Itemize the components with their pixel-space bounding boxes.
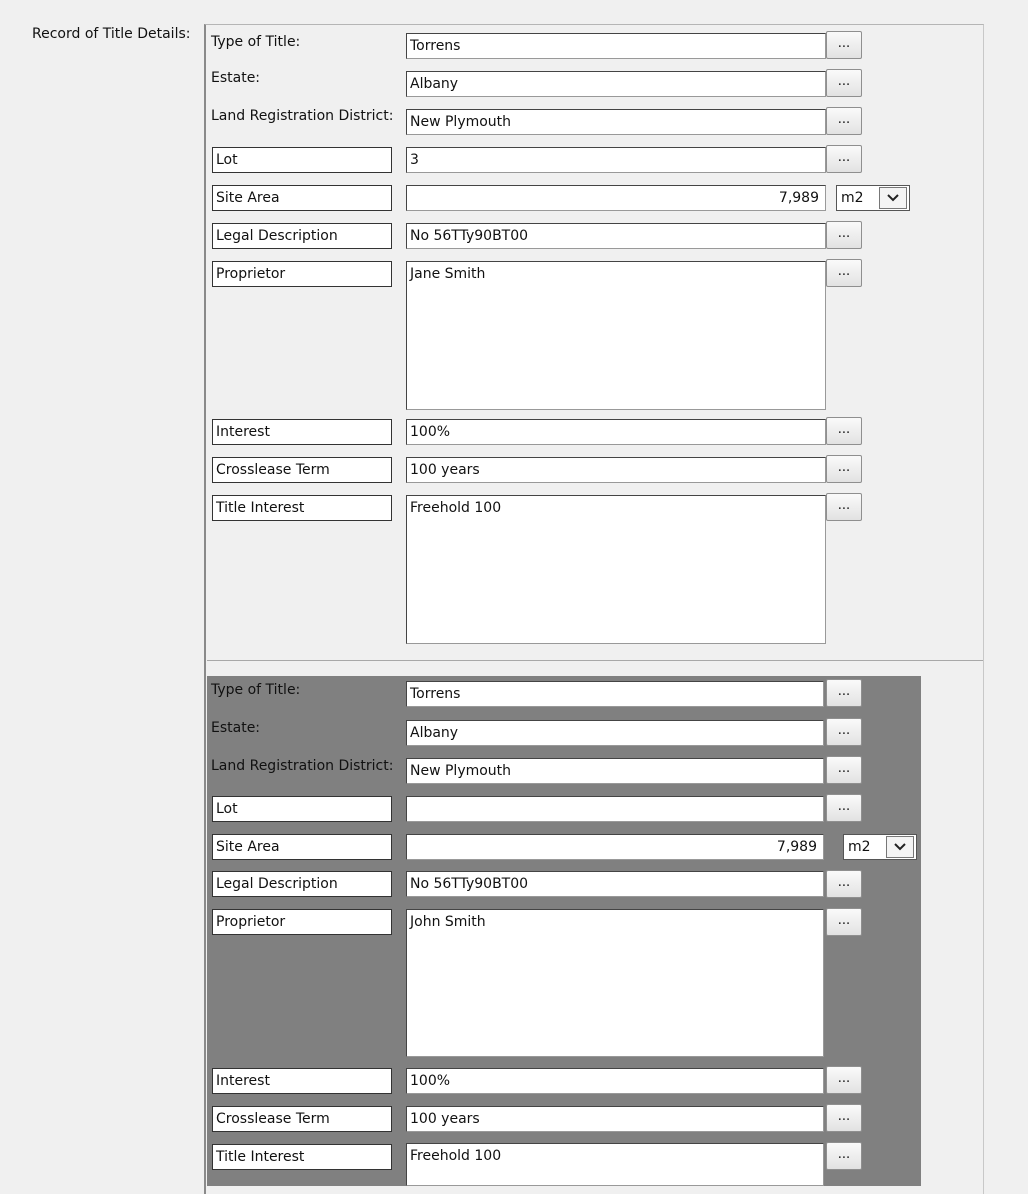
estate-field[interactable]: Albany bbox=[406, 71, 826, 97]
site-area-field[interactable]: 7,989 bbox=[406, 834, 824, 860]
record-divider bbox=[207, 660, 983, 661]
site-area-unit-value: m2 bbox=[841, 190, 864, 206]
legal-description-field[interactable]: No 56TTy90BT00 bbox=[406, 223, 826, 249]
site-area-unit-value: m2 bbox=[848, 839, 871, 855]
estate-label: Estate: bbox=[211, 70, 261, 86]
proprietor-label[interactable]: Proprietor bbox=[212, 909, 392, 935]
crosslease-term-browse-button[interactable]: ... bbox=[826, 1104, 862, 1132]
district-label: Land Registration District: bbox=[211, 758, 394, 774]
title-record-1 bbox=[207, 30, 921, 656]
legal-description-browse-button[interactable]: ... bbox=[826, 221, 862, 249]
legal-description-browse-button[interactable]: ... bbox=[826, 870, 862, 898]
proprietor-field[interactable]: Jane Smith bbox=[406, 261, 826, 410]
site-area-field[interactable]: 7,989 bbox=[406, 185, 826, 211]
interest-browse-button[interactable]: ... bbox=[826, 1066, 862, 1094]
title-interest-browse-button[interactable]: ... bbox=[826, 1142, 862, 1170]
estate-browse-button[interactable]: ... bbox=[826, 718, 862, 746]
title-record-2[interactable] bbox=[207, 676, 921, 1186]
chevron-down-icon[interactable] bbox=[886, 836, 914, 858]
interest-field[interactable]: 100% bbox=[406, 419, 826, 445]
legal-description-label[interactable]: Legal Description bbox=[212, 871, 392, 897]
type-of-title-label: Type of Title: bbox=[211, 34, 301, 50]
interest-browse-button[interactable]: ... bbox=[826, 417, 862, 445]
type-of-title-label: Type of Title: bbox=[211, 682, 301, 698]
crosslease-term-browse-button[interactable]: ... bbox=[826, 455, 862, 483]
proprietor-label[interactable]: Proprietor bbox=[212, 261, 392, 287]
title-interest-field[interactable]: Freehold 100 bbox=[406, 495, 826, 644]
lot-label[interactable]: Lot bbox=[212, 796, 392, 822]
crosslease-term-field[interactable]: 100 years bbox=[406, 1106, 824, 1132]
title-interest-label[interactable]: Title Interest bbox=[212, 1144, 392, 1170]
legal-description-label[interactable]: Legal Description bbox=[212, 223, 392, 249]
estate-browse-button[interactable]: ... bbox=[826, 69, 862, 97]
district-field[interactable]: New Plymouth bbox=[406, 758, 824, 784]
site-area-unit-select[interactable] bbox=[843, 834, 917, 860]
type-of-title-browse-button[interactable]: ... bbox=[826, 679, 862, 707]
district-label: Land Registration District: bbox=[211, 108, 394, 124]
interest-field[interactable]: 100% bbox=[406, 1068, 824, 1094]
site-area-unit-select[interactable] bbox=[836, 185, 910, 211]
crosslease-term-field[interactable]: 100 years bbox=[406, 457, 826, 483]
site-area-label[interactable]: Site Area bbox=[212, 185, 392, 211]
title-interest-field[interactable]: Freehold 100 bbox=[406, 1143, 824, 1186]
lot-browse-button[interactable]: ... bbox=[826, 145, 862, 173]
crosslease-term-label[interactable]: Crosslease Term bbox=[212, 457, 392, 483]
type-of-title-field[interactable]: Torrens bbox=[406, 681, 824, 707]
district-browse-button[interactable]: ... bbox=[826, 107, 862, 135]
district-field[interactable]: New Plymouth bbox=[406, 109, 826, 135]
record-of-title-label: Record of Title Details: bbox=[32, 26, 191, 42]
lot-browse-button[interactable]: ... bbox=[826, 794, 862, 822]
proprietor-browse-button[interactable]: ... bbox=[826, 908, 862, 936]
proprietor-field[interactable]: John Smith bbox=[406, 909, 824, 1057]
legal-description-field[interactable]: No 56TTy90BT00 bbox=[406, 871, 824, 897]
lot-field[interactable]: 3 bbox=[406, 147, 826, 173]
interest-label[interactable]: Interest bbox=[212, 419, 392, 445]
estate-label: Estate: bbox=[211, 720, 261, 736]
type-of-title-browse-button[interactable]: ... bbox=[826, 31, 862, 59]
crosslease-term-label[interactable]: Crosslease Term bbox=[212, 1106, 392, 1132]
lot-field[interactable] bbox=[406, 796, 824, 822]
district-browse-button[interactable]: ... bbox=[826, 756, 862, 784]
title-interest-browse-button[interactable]: ... bbox=[826, 493, 862, 521]
lot-label[interactable]: Lot bbox=[212, 147, 392, 173]
interest-label[interactable]: Interest bbox=[212, 1068, 392, 1094]
type-of-title-field[interactable]: Torrens bbox=[406, 33, 826, 59]
title-interest-label[interactable]: Title Interest bbox=[212, 495, 392, 521]
estate-field[interactable]: Albany bbox=[406, 720, 824, 746]
site-area-label[interactable]: Site Area bbox=[212, 834, 392, 860]
proprietor-browse-button[interactable]: ... bbox=[826, 259, 862, 287]
chevron-down-icon[interactable] bbox=[879, 187, 907, 209]
